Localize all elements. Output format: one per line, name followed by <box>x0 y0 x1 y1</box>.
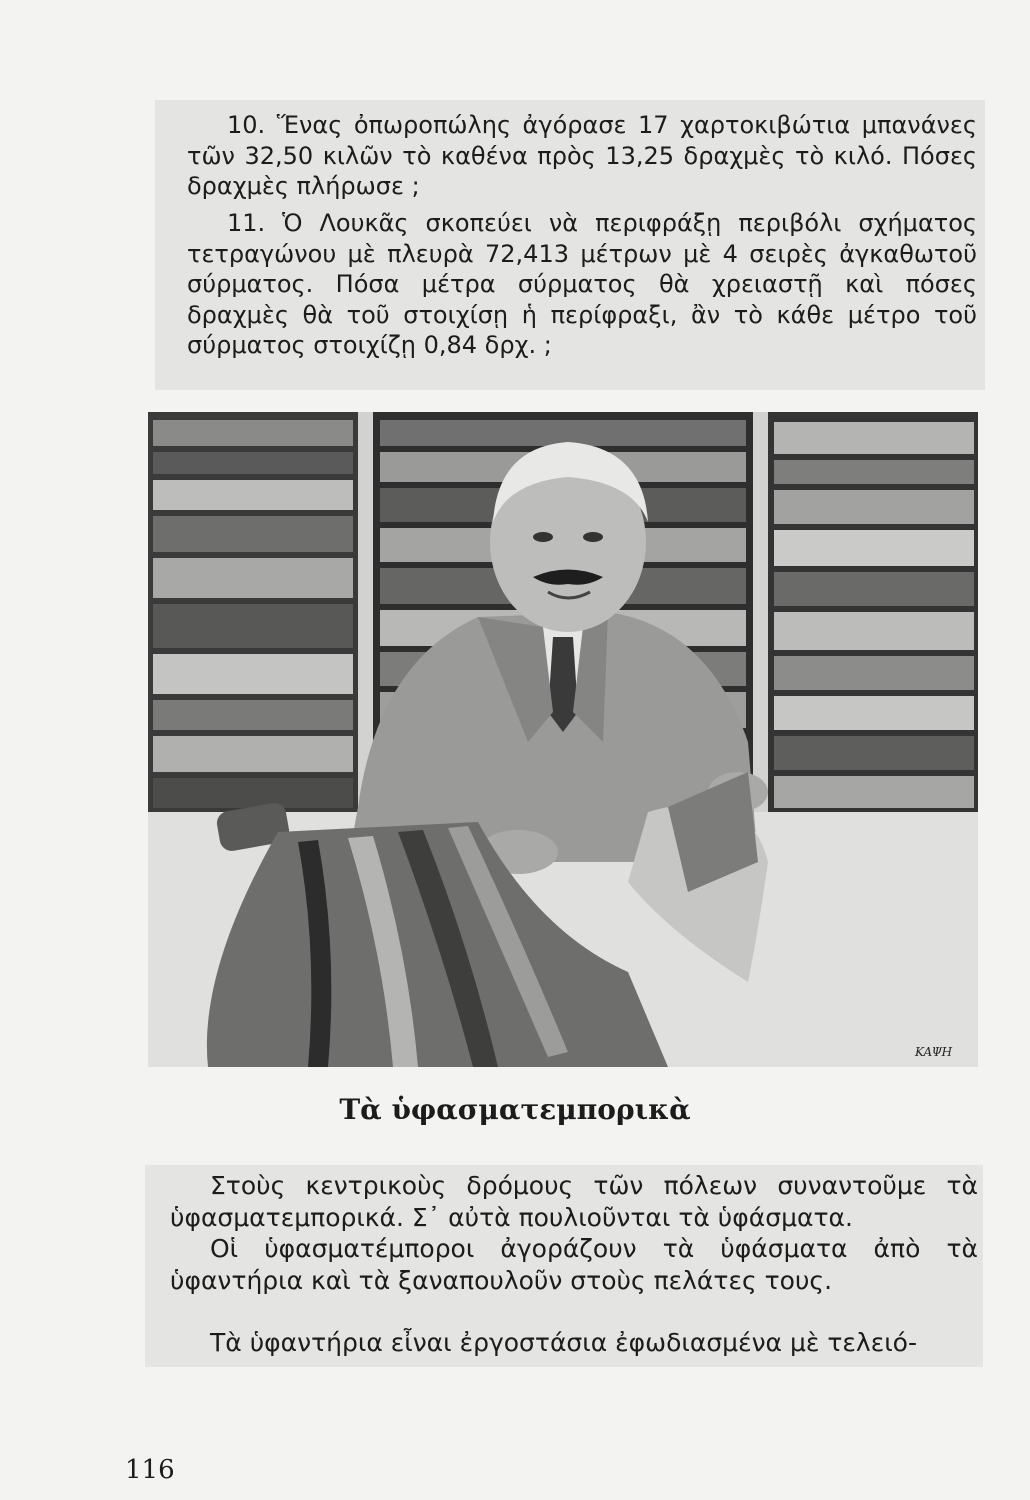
exercise-10 <box>187 110 977 202</box>
exercise-text: Ἕνας ὀπωροπώλης ἀγόρασε 17 χαρτοκιβώτια μπανάνες τῶν 32,50 κιλῶν τὸ καθένα πρὸς 13,25 δραχμὲς τὸ κιλό. Πόσες δραχμὲς πλήρωσε ; <box>187 111 977 200</box>
paragraph: Οἱ ὑφασματέμποροι ἀγοράζουν τὰ ὑφάσματα ἀπὸ τὰ ὑφαντήρια καὶ τὰ ξαναπουλοῦν στοὺς πελάτες τους. <box>170 1234 978 1295</box>
exercise-text: Ὁ Λουκᾶς σκοπεύει νὰ περιφράξῃ περιβόλι σχήματος τετραγώνου μὲ πλευρὰ 72,413 μέτρων μὲ 4 σειρὲς ἀγκαθωτοῦ σύρματος. Πόσα μέτρα σύρματος θὰ χρειαστῇ καὶ πόσες δραχμὲς θὰ τοῦ στοιχίσῃ ἡ περίφραξι, ἂν τὸ κάθε μέτρο τοῦ σύρματος στοιχίζῃ 0,84 δρχ. ; <box>187 209 977 359</box>
exercise-number: 11. <box>227 209 266 237</box>
exercise-block <box>155 100 985 390</box>
paragraph: Τὰ ὑφαντήρια εἶναι ἐργοστάσια ἐφωδιασμένα μὲ τελειό- <box>210 1328 917 1357</box>
paragraph: Στοὺς κεντρικοὺς δρόμους τῶν πόλεων συναντοῦμε τὰ ὑφασματεμπορικά. Σ᾽ αὐτὰ πουλιοῦνται τὰ ὑφάσματα. <box>170 1171 978 1232</box>
section-title: Τὰ ὑφασματεμπορικὰ <box>339 1093 691 1126</box>
fabric-merchant-illustration <box>148 412 978 1067</box>
exercise-11 <box>187 208 977 361</box>
artist-signature: ΚΑΨΗ <box>915 1045 952 1059</box>
illustration-drawing <box>148 412 978 1067</box>
exercise-number: 10. <box>227 111 266 139</box>
body-text-block <box>145 1165 983 1367</box>
page-number: 116 <box>125 1455 175 1485</box>
